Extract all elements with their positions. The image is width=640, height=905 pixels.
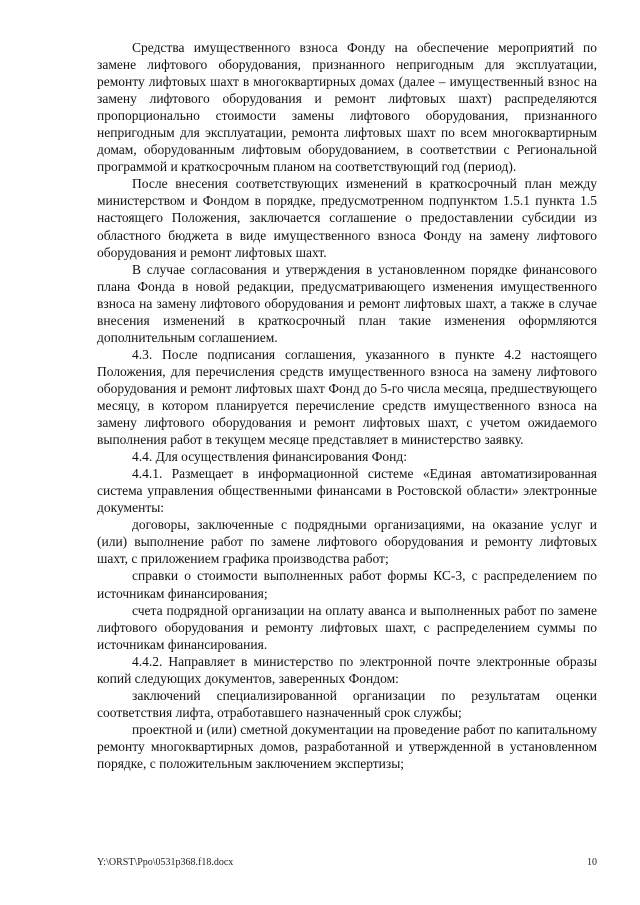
paragraph-asset-contribution-distribution: Средства имущественного взноса Фонду на обеспечение мероприятий по замене лифтового оборудования, признанного непригодным для эксплуатации, ремонту лифтовых шахт в многоквартирных домах (далее – имущественный взнос на замену лифтового оборудования и ремонт лифтовых шахт) распределяются пропорционально стоимости замены лифтового оборудования, признанного непригодным для эксплуатации, ремонта лифтовых шахт по всем многоквартирным домам, оборудованным лифтовым оборудованием, в соответствии с Региональной программой и краткосрочным планом на соответствующий год (период). bbox=[97, 40, 597, 175]
footer-file-path: Y:\ORST\Ppo\0531p368.f18.docx bbox=[97, 857, 234, 868]
list-item-ks3-certificates: справки о стоимости выполненных работ формы КС-3, с распределением по источникам финансирования; bbox=[97, 568, 597, 601]
paragraph-supplementary-agreement: В случае согласования и утверждения в установленном порядке финансового плана Фонда в новой редакции, предусматривающего изменения имущественного взноса на замену лифтового оборудования и ремонт лифтовых шахт, а также в случае внесения изменений в краткосрочный план такие изменения оформляются дополнительным соглашением. bbox=[97, 261, 597, 345]
list-item-contracts: договоры, заключенные с подрядными организациями, на оказание услуг и (или) выполнение работ по замене лифтового оборудования и ремонту лифтовых шахт, с приложением графика производства работ; bbox=[97, 517, 597, 567]
paragraph-subsidy-agreement: После внесения соответствующих изменений в краткосрочный план между министерством и Фондом в порядке, предусмотренном подпунктом 1.5.1 пункта 1.5 настоящего Положения, заключается соглашение о предоставлении субсидии из областного бюджета в виде имущественного взноса Фонду на замену лифтового оборудования и ремонт лифтовых шахт. bbox=[97, 176, 597, 260]
paragraph-4-4-2: 4.4.2. Направляет в министерство по электронной почте электронные образы копий следующих документов, заверенных Фондом: bbox=[97, 653, 597, 686]
paragraph-4-4-1: 4.4.1. Размещает в информационной системе «Единая автоматизированная система управления общественными финансами в Ростовской области» электронные документы: bbox=[97, 466, 597, 516]
list-item-invoices: счета подрядной организации на оплату аванса и выполненных работ по замене лифтового оборудования и ремонту лифтовых шахт, с распределением суммы по источникам финансирования. bbox=[97, 602, 597, 652]
list-item-elevator-assessment: заключений специализированной организации по результатам оценки соответствия лифта, отработавшего назначенный срок службы; bbox=[97, 687, 597, 720]
paragraph-4-4: 4.4. Для осуществления финансирования Фонд: bbox=[132, 449, 407, 465]
list-item-design-documentation: проектной и (или) сметной документации на проведение работ по капитальному ремонту многоквартирных домов, разработанной и утвержденной в установленном порядке, с положительным заключением экспертизы; bbox=[97, 721, 597, 771]
paragraph-4-3: 4.3. После подписания соглашения, указанного в пункте 4.2 настоящего Положения, для перечисления средств имущественного взноса на замену лифтового оборудования и ремонт лифтовых шахт Фонд до 5-го числа месяца, предшествующего месяцу, в котором планируется перечисление средств имущественного взноса на замену лифтового оборудования и ремонт лифтовых шахт, с учетом ожидаемого выполнения работ в текущем месяце представляет в министерство заявку. bbox=[97, 346, 597, 448]
document-body bbox=[97, 39, 597, 772]
page-number: 10 bbox=[587, 857, 597, 868]
